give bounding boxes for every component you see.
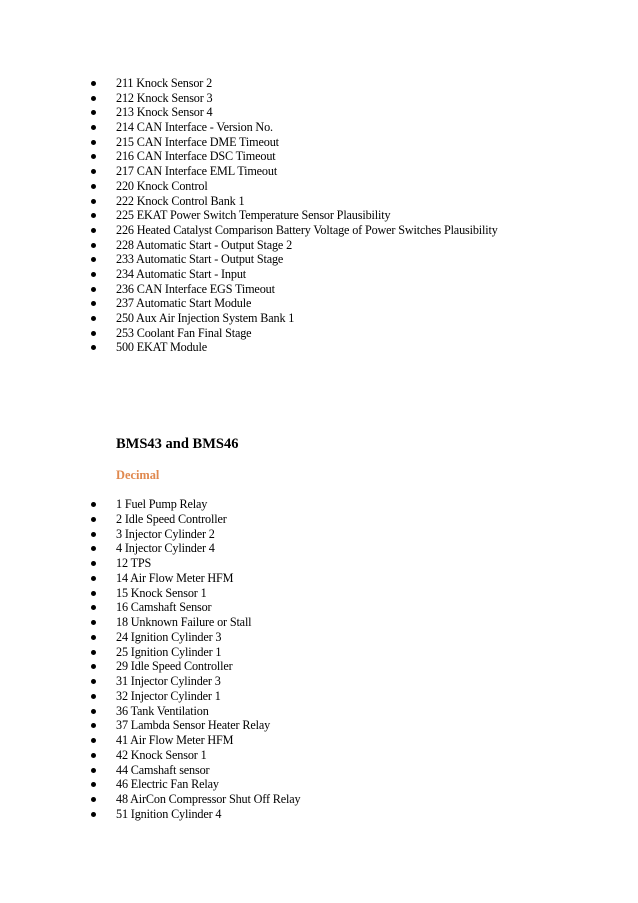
list-item-text: 217 CAN Interface EML Timeout	[116, 164, 278, 179]
list-item-text: 44 Camshaft sensor	[116, 762, 210, 777]
list-item-text: 216 CAN Interface DSC Timeout	[116, 149, 276, 164]
bullet-icon	[91, 96, 96, 101]
list-item-text: 29 Idle Speed Controller	[116, 659, 233, 674]
list-item-text: 46 Electric Fan Relay	[116, 777, 219, 792]
list-item-text: 25 Ignition Cylinder 1	[116, 644, 222, 659]
list-item-text: 24 Ignition Cylinder 3	[116, 629, 222, 644]
bullet-icon	[91, 345, 96, 350]
bullet-icon	[91, 561, 96, 566]
bullet-icon	[91, 272, 96, 277]
list-item-text: 18 Unknown Failure or Stall	[116, 615, 252, 629]
bullet-icon	[91, 753, 96, 758]
list-item-text: 212 Knock Sensor 3	[116, 90, 213, 105]
list-item-text: 234 Automatic Start - Input	[116, 266, 246, 281]
list-item-text: 211 Knock Sensor 2	[116, 76, 213, 90]
list-item-text: 1 Fuel Pump Relay	[116, 497, 208, 511]
bullet-icon	[91, 532, 96, 537]
bullet-icon	[91, 110, 96, 115]
bullet-icon	[91, 140, 96, 145]
list-item-text: 214 CAN Interface - Version No.	[116, 120, 273, 135]
bullet-icon	[91, 502, 96, 507]
subsection-title: Decimal	[116, 468, 160, 482]
list-item-text: 48 AirCon Compressor Shut Off Relay	[116, 792, 301, 806]
list-item-text: 37 Lambda Sensor Heater Relay	[116, 718, 271, 733]
bullet-icon	[91, 169, 96, 174]
section-title: BMS43 and BMS46	[116, 436, 239, 452]
bullet-icon	[91, 125, 96, 130]
bullet-icon	[91, 243, 96, 248]
list-item-text: 15 Knock Sensor 1	[116, 585, 207, 600]
bullet-icon	[91, 812, 96, 817]
bullet-icon	[91, 605, 96, 610]
bullet-icon	[91, 591, 96, 596]
bullet-icon	[91, 199, 96, 204]
list-item-text: 250 Aux Air Injection System Bank 1	[116, 311, 295, 325]
list-item-text: 233 Automatic Start - Output Stage	[116, 252, 284, 267]
bullet-icon	[91, 635, 96, 640]
bullet-icon	[91, 576, 96, 581]
list-item-text: 31 Injector Cylinder 3	[116, 674, 221, 688]
list-item-text: 41 Air Flow Meter HFM	[116, 733, 234, 747]
list-item-text: 14 Air Flow Meter HFM	[116, 570, 234, 585]
list-item-text: 228 Automatic Start - Output Stage 2	[116, 237, 293, 252]
list-item-text: 32 Injector Cylinder 1	[116, 688, 221, 703]
bullet-icon	[91, 301, 96, 306]
bullet-icon	[91, 213, 96, 218]
bullet-icon	[91, 228, 96, 233]
bullet-icon	[91, 723, 96, 728]
bullet-icon	[91, 81, 96, 86]
list-item-text: 225 EKAT Power Switch Temperature Sensor Plausibility	[116, 208, 391, 223]
bullet-icon	[91, 679, 96, 684]
bullet-icon	[91, 782, 96, 787]
bullet-icon	[91, 331, 96, 336]
list-item-text: 12 TPS	[116, 556, 152, 570]
list-item-text: 236 CAN Interface EGS Timeout	[116, 281, 275, 296]
bullet-icon	[91, 316, 96, 321]
list-item-text: 226 Heated Catalyst Comparison Battery Voltage of Power Switches Plausibility	[116, 222, 498, 237]
list-item-text: 213 Knock Sensor 4	[116, 105, 213, 120]
bullet-icon	[91, 694, 96, 699]
bullet-icon	[91, 184, 96, 189]
bullet-icon	[91, 154, 96, 159]
list-item-text: 2 Idle Speed Controller	[116, 511, 227, 526]
bullet-icon	[91, 664, 96, 669]
list-item-text: 3 Injector Cylinder 2	[116, 526, 215, 541]
list-item-text: 237 Automatic Start Module	[116, 296, 252, 311]
list-item-text: 220 Knock Control	[116, 178, 208, 193]
bullet-icon	[91, 709, 96, 714]
bullet-icon	[91, 287, 96, 292]
bullet-icon	[91, 797, 96, 802]
list-item-text: 253 Coolant Fan Final Stage	[116, 325, 252, 340]
list-item-text: 215 CAN Interface DME Timeout	[116, 134, 279, 149]
bullet-icon	[91, 650, 96, 655]
bullet-icon	[91, 738, 96, 743]
list-item-text: 500 EKAT Module	[116, 340, 207, 355]
list-item-text: 4 Injector Cylinder 4	[116, 541, 215, 556]
list-item-text: 51 Ignition Cylinder 4	[116, 806, 222, 821]
list-item-text: 36 Tank Ventilation	[116, 703, 209, 718]
list-item-text: 222 Knock Control Bank 1	[116, 193, 245, 208]
bullet-icon	[91, 620, 96, 625]
list-item-text: 16 Camshaft Sensor	[116, 600, 212, 615]
bullet-icon	[91, 257, 96, 262]
bullet-icon	[91, 517, 96, 522]
bullet-icon	[91, 768, 96, 773]
list-item-text: 42 Knock Sensor 1	[116, 747, 207, 762]
bullet-icon	[91, 546, 96, 551]
